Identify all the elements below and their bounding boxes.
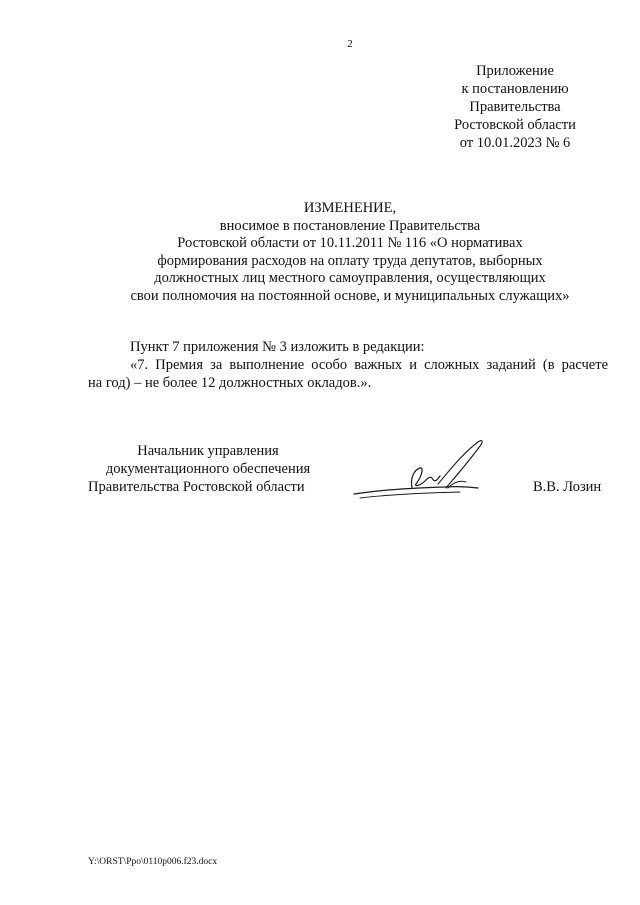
appendix-line: к постановлению [461,81,569,97]
page-number: 2 [347,38,353,50]
signer-position-line: Начальник управления [137,443,279,459]
footer-file-path: Y:\ORST\Ppo\0110p006.f23.docx [88,857,218,867]
title-heading: ИЗМЕНЕНИЕ, [303,200,397,216]
title-line: свои полномочия на постоянной основе, и муниципальных служащих» [130,287,570,304]
appendix-line: Приложение [476,63,554,79]
signer-position [88,442,328,496]
body-paragraph-continuation: на год) – не более 12 должностных окладов.». [88,375,372,391]
title-line: вносимое в постановление Правительства [219,217,481,234]
signer-name: В.В. Лозин [533,479,602,495]
document-title [60,200,640,305]
appendix-header [430,62,600,152]
appendix-line: от 10.01.2023 № 6 [459,135,571,151]
appendix-line: Правительства [469,99,561,115]
appendix-line: Ростовской области [454,117,576,133]
handwritten-signature [350,432,500,512]
document-body [88,338,608,392]
title-line: Ростовской области от 10.11.2011 № 116 «О нормативах [177,235,523,251]
body-paragraph: «7. Премия за выполнение особо важных и сложных заданий (в расчете [130,357,608,373]
signer-position-line: документационного обеспечения [105,461,311,477]
signer-position-line: Правительства Ростовской области [88,479,305,495]
title-line: формирования расходов на оплату труда депутатов, выборных [157,252,543,269]
body-paragraph: Пункт 7 приложения № 3 изложить в редакции: [130,339,425,355]
title-line: должностных лиц местного самоуправления, осуществляющих [154,270,546,286]
